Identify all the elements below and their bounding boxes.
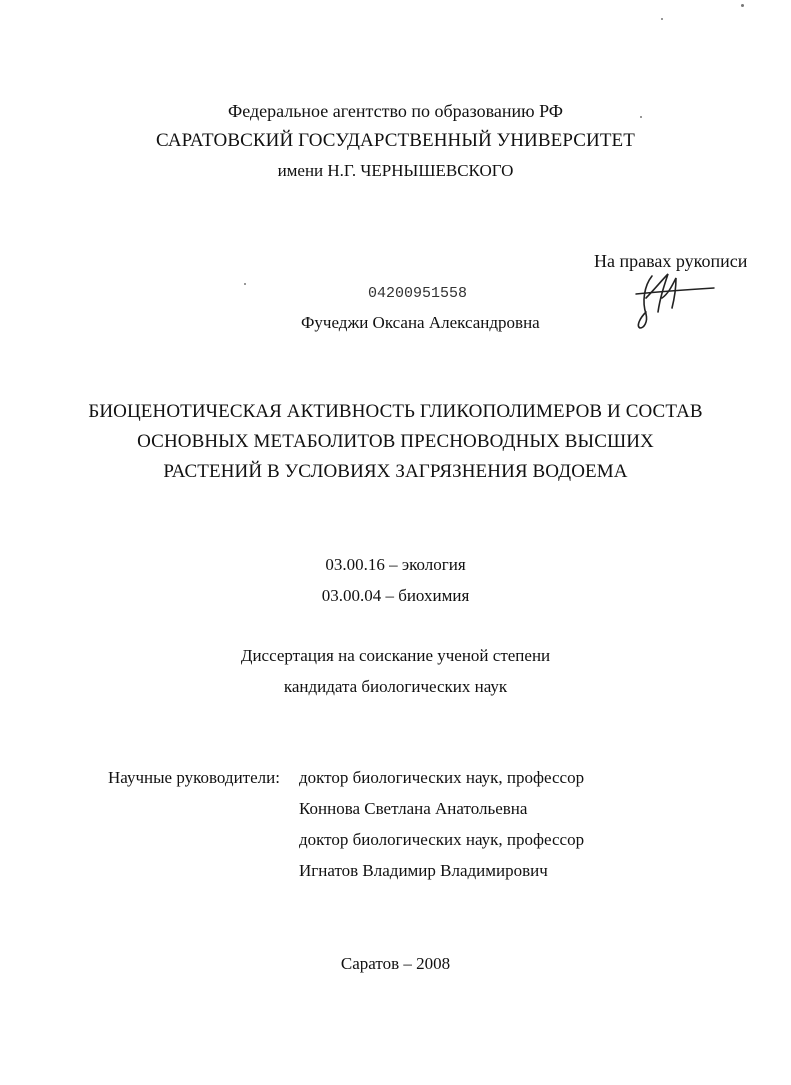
supervisor-degree: доктор биологических наук, профессор (299, 830, 585, 849)
specialty-line: 03.00.04 – биохимия (321, 586, 470, 605)
supervisor-degree: доктор биологических наук, профессор (299, 768, 585, 787)
title-line: ОСНОВНЫХ МЕТАБОЛИТОВ ПРЕСНОВОДНЫХ ВЫСШИХ (137, 431, 654, 452)
supervisor-name: Игнатов Владимир Владимирович (299, 861, 548, 880)
university-name: САРАТОВСКИЙ ГОСУДАРСТВЕННЫЙ УНИВЕРСИТЕТ (156, 130, 635, 151)
supervisors-label: Научные руководители: (108, 768, 280, 787)
specialty-line: 03.00.16 – экология (325, 555, 466, 574)
named-after-line: имени Н.Г. ЧЕРНЫШЕВСКОГО (277, 161, 514, 180)
degree-line: Диссертация на соискание ученой степени (240, 646, 551, 665)
signature-icon (632, 268, 718, 332)
catalog-number: 04200951558 (368, 285, 468, 302)
agency-line: Федеральное агентство по образованию РФ (227, 101, 564, 121)
title-line: РАСТЕНИЙ В УСЛОВИЯХ ЗАГРЯЗНЕНИЯ ВОДОЕМА (163, 461, 628, 482)
scan-speck (661, 18, 663, 20)
title-line: БИОЦЕНОТИЧЕСКАЯ АКТИВНОСТЬ ГЛИКОПОЛИМЕРОВ И СОСТАВ (88, 401, 703, 422)
scan-speck (640, 116, 642, 118)
author-name: Фучеджи Оксана Александровна (301, 313, 540, 332)
degree-line: кандидата биологических наук (283, 677, 508, 696)
manuscript-rights-note: На правах рукописи (594, 251, 748, 271)
supervisor-name: Коннова Светлана Анатольевна (299, 799, 528, 818)
scan-speck (741, 4, 744, 7)
scan-speck (244, 283, 246, 285)
city-year: Саратов – 2008 (340, 954, 451, 973)
